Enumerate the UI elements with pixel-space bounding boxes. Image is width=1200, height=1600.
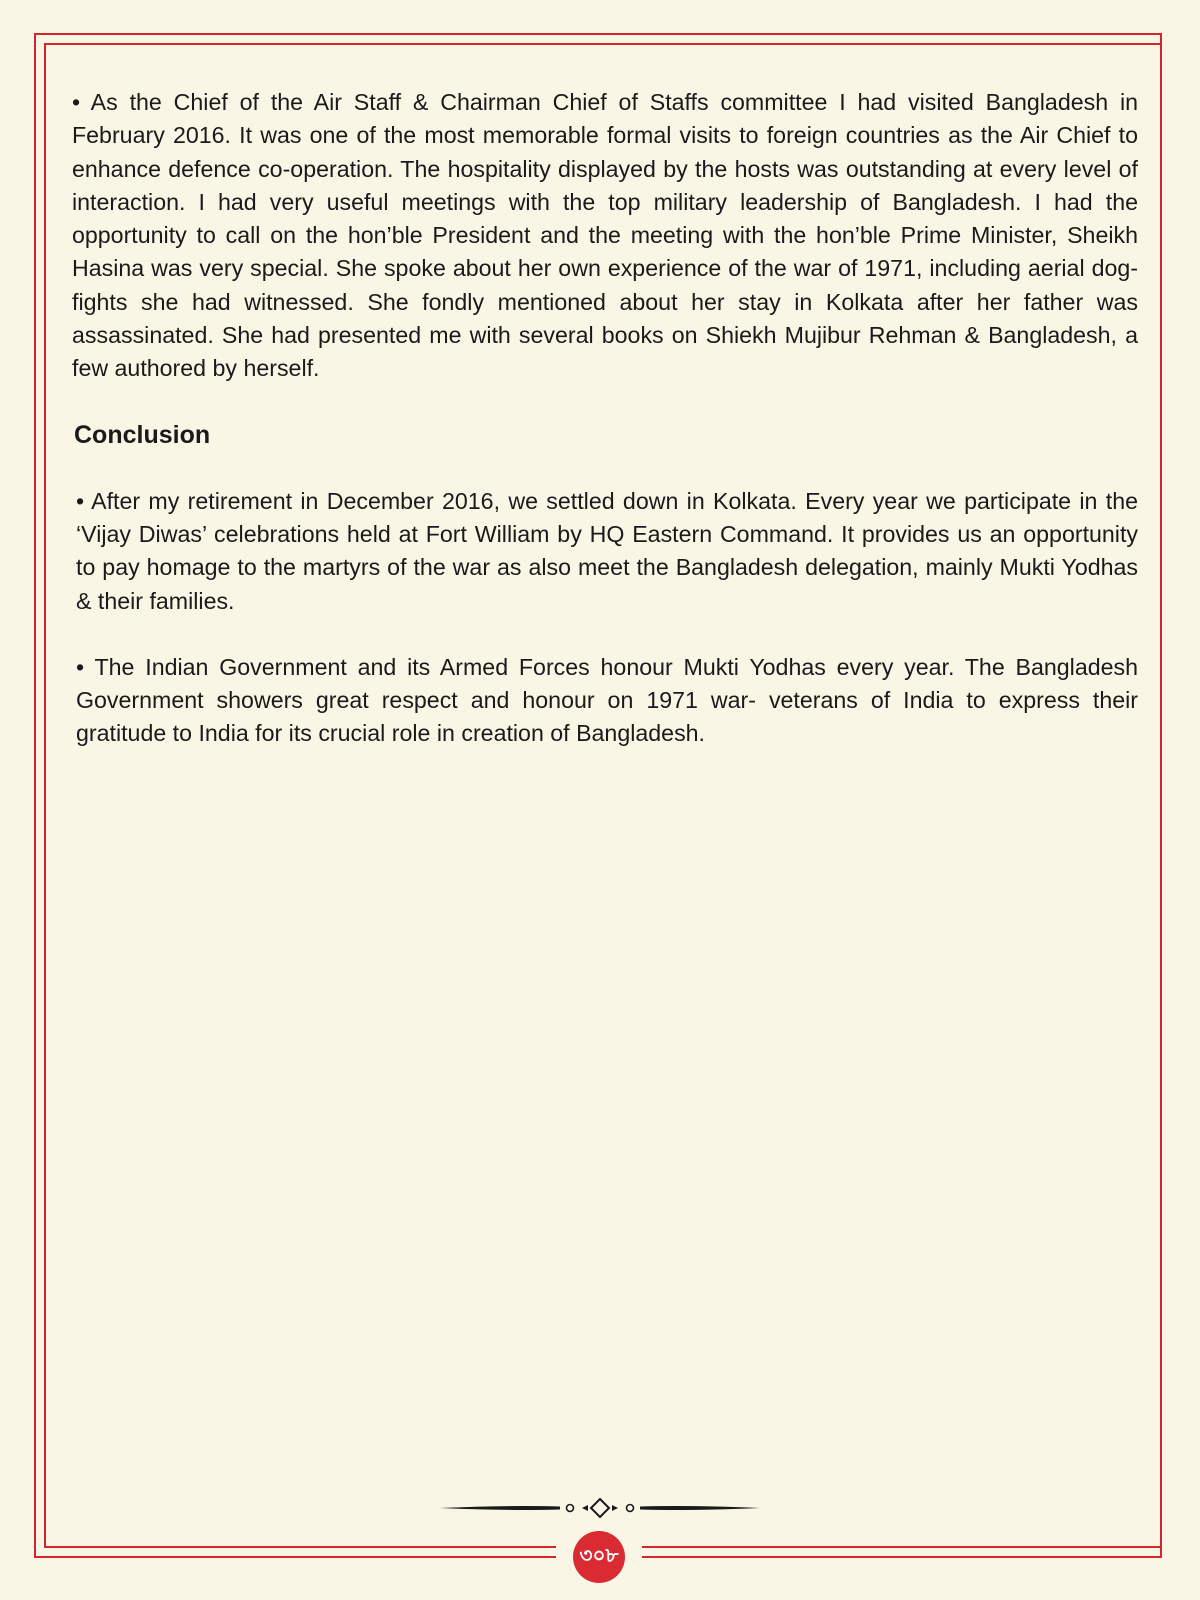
paragraph-retirement: • After my retirement in December 2016, we settled down in Kolkata. Every year we participate in the ‘Vijay Diwas’ celebrations held at Fort William by HQ Eastern Command. It provides us an opportunity to pay homage to the martyrs of the war as also meet the Bangladesh delegation, mainly Mukti Yodhas & their families. (76, 487, 1138, 614)
paragraph-bangladesh-visit: • As the Chief of the Air Staff & Chairman Chief of Staffs committee I had visited Bangladesh in February 2016. It was one of the most memorable formal visits to foreign countries as the Air Chief to enhance defence co-operation. The hospitality displayed by the hosts was outstanding at every level of interaction. I had very useful meetings with the top military leadership of Bangladesh. I had the opportunity to call on the hon’ble President and the meeting with the hon’ble Prime Minister, Sheikh Hasina was very special. She spoke about her own experience of the war of 1971, including aerial dog-fights she had witnessed. She fondly mentioned about her stay in Kolkata after her father was assassinated. She had presented me with several books on Shiekh Mujibur Rehman & Bangladesh, a few authored by herself. (72, 89, 1138, 382)
page-content (72, 86, 1138, 784)
section-heading-conclusion: Conclusion (74, 420, 211, 449)
scroll-divider-ornament-icon (440, 1496, 760, 1520)
page-number: ৩০৮ (579, 1542, 619, 1567)
page-number-badge (573, 1531, 625, 1583)
paragraph-honour: • The Indian Government and its Armed Forces honour Mukti Yodhas every year. The Bangladesh Government showers great respect and honour on 1971 war- veterans of India to express their gratitude to India for its crucial role in creation of Bangladesh. (76, 653, 1138, 747)
